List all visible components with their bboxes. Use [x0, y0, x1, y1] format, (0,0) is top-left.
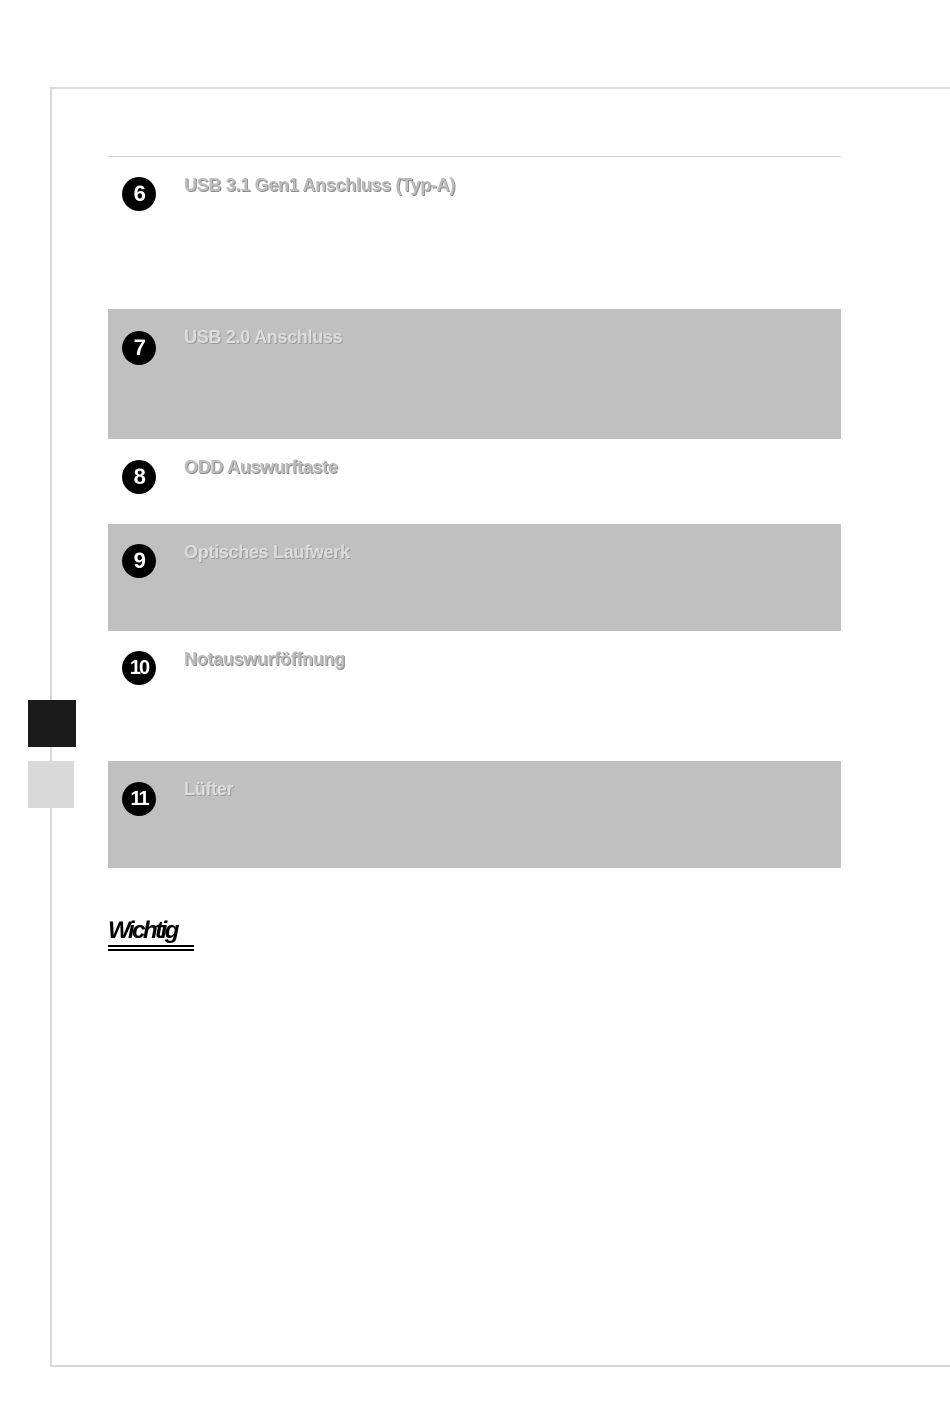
important-heading: Wichtig	[108, 917, 177, 944]
list-item-optical-drive	[108, 524, 841, 631]
item-title: USB 3.1 Gen1 Anschluss (Typ-A)	[184, 175, 456, 195]
list-item-usb31	[108, 157, 841, 309]
section-tab-inactive	[28, 761, 74, 808]
section-tab-active	[28, 700, 76, 747]
important-underline-top	[108, 945, 194, 947]
important-underline-bottom	[108, 949, 194, 951]
item-title: Notauswurföffnung	[184, 649, 345, 669]
item-number-badge: 7	[122, 331, 156, 365]
item-title: Lüfter	[184, 779, 234, 799]
item-title: USB 2.0 Anschluss	[184, 327, 343, 347]
item-number-badge: 6	[122, 177, 156, 211]
item-title: Optisches Laufwerk	[184, 542, 350, 562]
item-number-badge: 8	[122, 460, 156, 494]
item-title: ODD Auswurftaste	[184, 457, 338, 477]
item-number-badge: 9	[122, 544, 156, 578]
list-item-fan	[108, 761, 841, 868]
item-number-badge: 10	[122, 651, 156, 685]
list-item-odd-eject	[108, 439, 841, 524]
list-item-usb20	[108, 309, 841, 439]
list-item-emergency-eject	[108, 631, 841, 761]
item-number-badge: 11	[122, 782, 156, 816]
